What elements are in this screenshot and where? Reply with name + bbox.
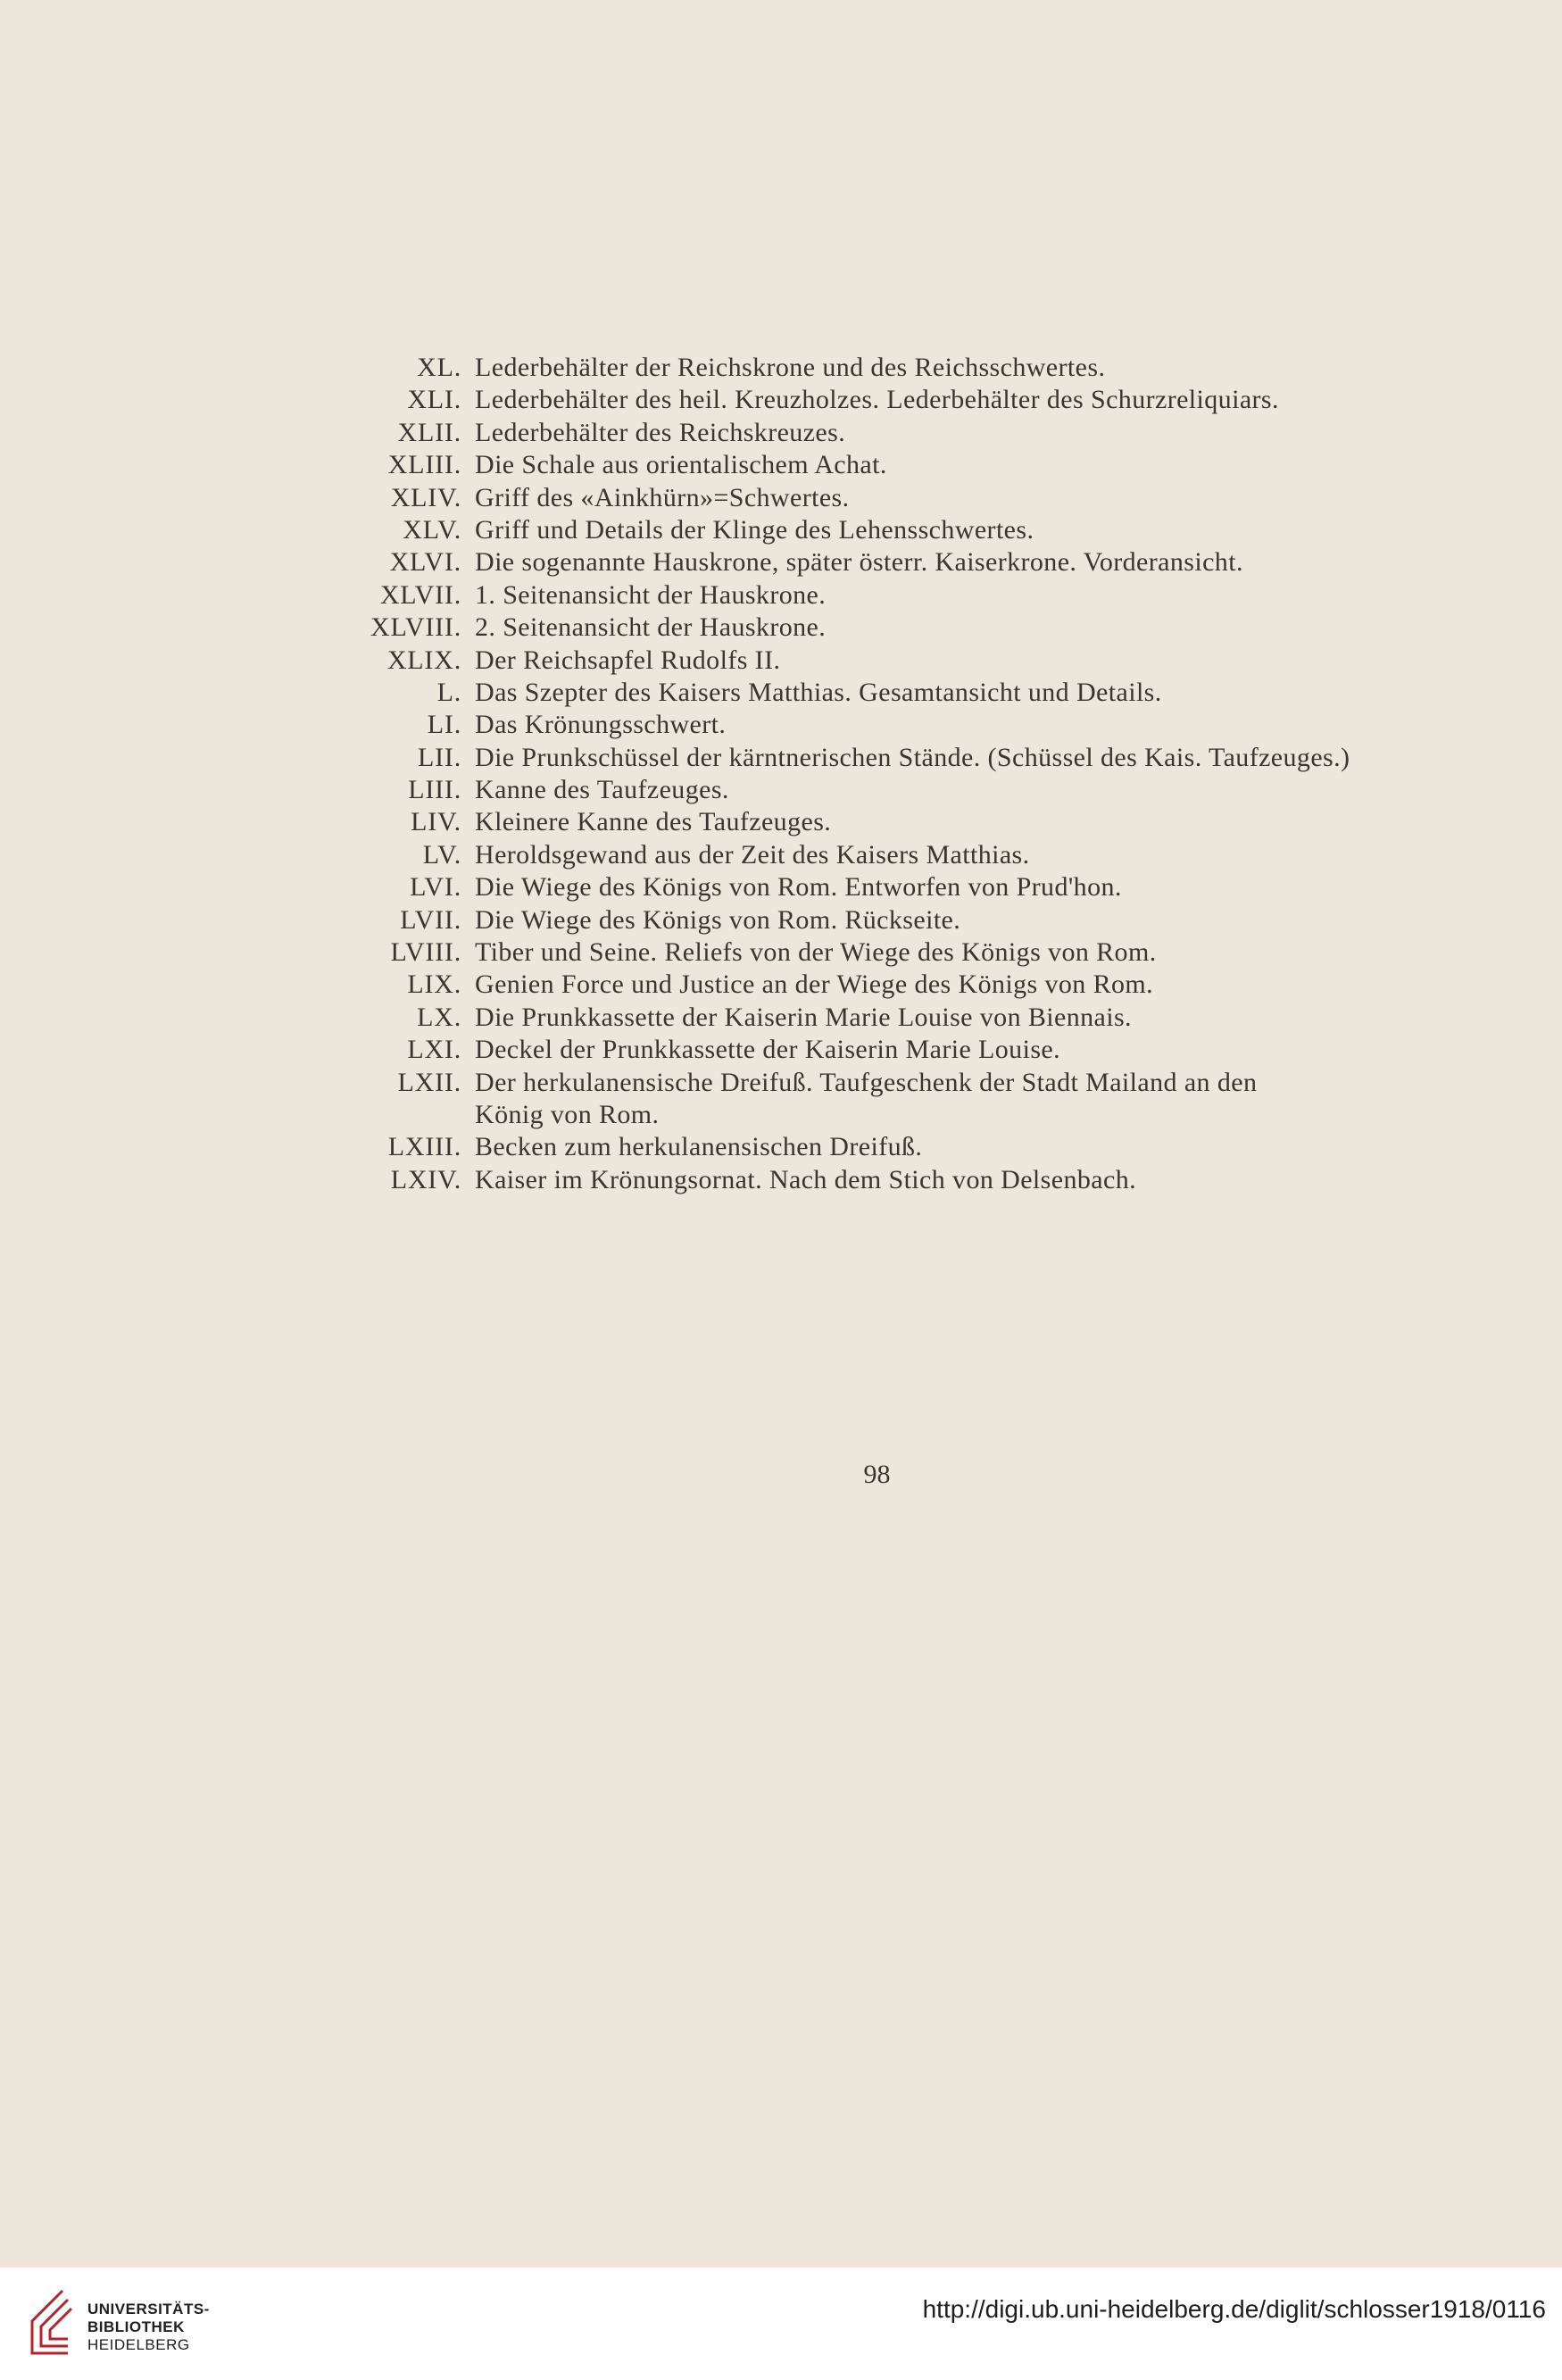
plate-number: XLI.: [407, 385, 461, 415]
plate-entry: [0, 579, 1562, 612]
plate-number: LI.: [427, 710, 461, 740]
plate-caption: Die Wiege des Königs von Rom. Rückseite.: [475, 904, 961, 935]
plate-number: LXIV.: [390, 1164, 461, 1194]
plate-number: XL.: [417, 353, 461, 382]
plate-number: LIV.: [411, 807, 461, 837]
plate-entry: [0, 1131, 1562, 1163]
plate-caption: Genien Force und Justice an der Wiege des Königs von Rom.: [475, 969, 1154, 1000]
plate-number: XLVI.: [389, 547, 461, 578]
plate-caption: Der Reichsapfel Rudolfs II.: [475, 645, 781, 675]
plate-number: LIII.: [408, 775, 461, 805]
plate-number: XLIV.: [390, 482, 461, 512]
plate-number: LVI.: [410, 872, 461, 903]
plate-entry: [0, 1034, 1562, 1066]
plate-number: XLII.: [397, 417, 461, 447]
library-name: [87, 2301, 210, 2354]
plate-entry: [0, 871, 1562, 903]
plate-number: LXI.: [407, 1035, 461, 1065]
plate-entry: [0, 612, 1562, 644]
plate-number: LVII.: [400, 904, 461, 935]
plate-caption: Der herkulanensische Dreifuß. Taufgeschenk der Stadt Mailand an den: [475, 1067, 1258, 1097]
plate-caption: Kaiser im Krönungsornat. Nach dem Stich von Delsenbach.: [475, 1164, 1136, 1194]
plate-caption: Die Schale aus orientalischem Achat.: [475, 450, 887, 480]
plate-entry: [0, 709, 1562, 741]
library-name-line3: HEIDELBERG: [87, 2336, 190, 2353]
plate-caption: Lederbehälter des heil. Kreuzholzes. Lederbehälter des Schurzreliquiars.: [475, 385, 1279, 415]
plate-entry: [0, 677, 1562, 709]
plate-caption: 1. Seitenansicht der Hauskrone.: [475, 579, 827, 610]
plate-number: XLIII.: [387, 450, 461, 480]
plate-caption: Lederbehälter der Reichskrone und des Reichsschwertes.: [475, 353, 1106, 382]
plate-entry: [0, 1067, 1562, 1099]
plate-entry: [0, 969, 1562, 1001]
plate-entry: [0, 352, 1562, 384]
plate-entry: [0, 1002, 1562, 1034]
plate-number: XLVIII.: [370, 612, 461, 643]
plate-caption: Becken zum herkulanensischen Dreifuß.: [475, 1132, 923, 1162]
plate-number: L.: [436, 677, 461, 707]
page-number: 98: [863, 1460, 891, 1489]
plate-caption: 2. Seitenansicht der Hauskrone.: [475, 612, 827, 643]
plate-number: LII.: [417, 742, 461, 772]
plate-caption: Kanne des Taufzeuges.: [475, 775, 729, 805]
plate-entry-continuation: [0, 1099, 1562, 1131]
plate-caption: Die Wiege des Königs von Rom. Entworfen von Prud'hon.: [475, 872, 1122, 903]
plate-caption: Die sogenannte Hauskrone, später österr. Kaiserkrone. Vorderansicht.: [475, 547, 1243, 578]
plate-entry: [0, 514, 1562, 546]
plate-number: LXII.: [397, 1067, 461, 1097]
plate-number: LX.: [417, 1002, 461, 1032]
plate-entry: [0, 449, 1562, 481]
plate-caption: Griff und Details der Klinge des Lehensschwertes.: [475, 514, 1034, 545]
plate-entry: [0, 774, 1562, 806]
plate-entry: [0, 839, 1562, 871]
plate-entry: [0, 904, 1562, 936]
plate-number: XLVII.: [379, 579, 461, 610]
plate-caption: Tiber und Seine. Reliefs von der Wiege des Königs von Rom.: [475, 937, 1157, 968]
library-logo-icon[interactable]: [23, 2287, 77, 2359]
plate-entry: [0, 482, 1562, 514]
library-name-line1: UNIVERSITÄTS-: [87, 2301, 210, 2318]
plate-entry: [0, 384, 1562, 416]
library-footer: [0, 2268, 1562, 2380]
plate-number: LV.: [422, 839, 461, 870]
plate-entry: [0, 417, 1562, 449]
permalink-url[interactable]: http://digi.ub.uni-heidelberg.de/diglit/schlosser1918/0116: [922, 2295, 1546, 2323]
plate-entry: [0, 546, 1562, 578]
plate-caption: Das Szepter des Kaisers Matthias. Gesamtansicht und Details.: [475, 677, 1162, 707]
plate-list: [0, 352, 1562, 1196]
plate-entry: [0, 1164, 1562, 1196]
plate-caption: Das Krönungsschwert.: [475, 710, 727, 740]
plate-entry: [0, 936, 1562, 969]
plate-caption: Kleinere Kanne des Taufzeuges.: [475, 807, 832, 837]
plate-number: LVIII.: [390, 937, 461, 968]
plate-entry: [0, 806, 1562, 838]
plate-caption: Die Prunkkassette der Kaiserin Marie Louise von Biennais.: [475, 1002, 1132, 1032]
plate-caption: Griff des «Ainkhürn»=Schwertes.: [475, 482, 850, 512]
plate-number: XLIX.: [386, 645, 461, 675]
plate-entry: [0, 645, 1562, 677]
plate-number: LXIII.: [387, 1132, 461, 1162]
library-name-line2: BIBLIOTHEK: [87, 2318, 185, 2335]
plate-caption: Lederbehälter des Reichskreuzes.: [475, 417, 846, 447]
plate-number: LIX.: [407, 969, 461, 1000]
plate-caption: Deckel der Prunkkassette der Kaiserin Marie Louise.: [475, 1035, 1061, 1065]
plate-entry: [0, 742, 1562, 774]
plate-caption-continued: König von Rom.: [475, 1099, 660, 1129]
plate-number: XLV.: [403, 514, 461, 545]
plate-caption: Die Prunkschüssel der kärntnerischen Stände. (Schüssel des Kais. Taufzeuges.): [475, 742, 1350, 772]
plate-caption: Heroldsgewand aus der Zeit des Kaisers Matthias.: [475, 839, 1030, 870]
